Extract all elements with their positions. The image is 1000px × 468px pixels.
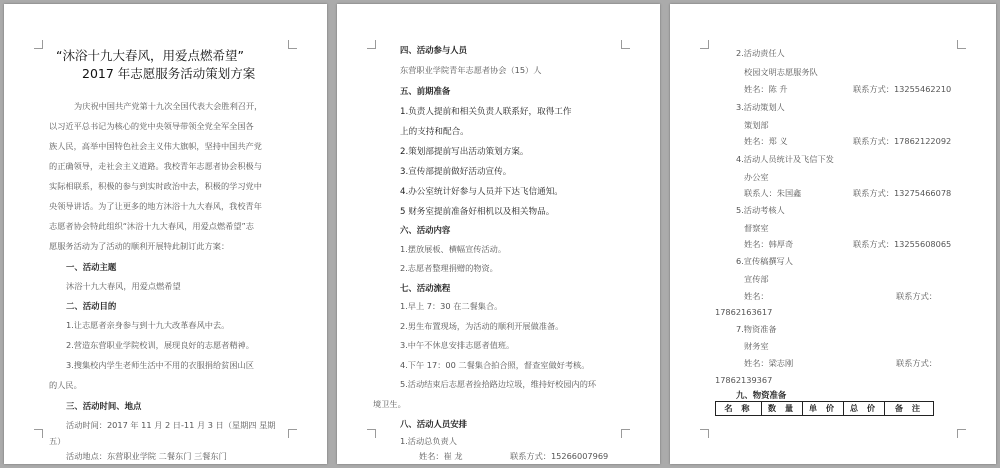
person-name: 姓名：陈 升 [744,84,788,94]
person-name: 姓名：梁志刚 [744,358,794,368]
time-line: 五） [49,436,66,446]
list-item: 3.活动策划人 [736,102,785,112]
person-contact: 联系方式：15266007969 [510,451,609,461]
list-item: 的人民。 [49,380,82,390]
person-name: 姓名：韩厚奇 [744,239,794,249]
intro-paragraph-line: 以习近平总书记为核心的党中央领导带领全党全军全国各 [49,121,254,131]
person-contact: 联系方式：17862122092 [853,136,952,146]
person-name: 姓名：崔 龙 [419,451,463,461]
table-header-cell: 备 注 [885,402,934,416]
list-item: 3.中午不休息安排志愿者值班。 [400,340,515,350]
place-line: 活动地点：东营职业学院 二餐东门 三餐东门 [66,451,227,461]
department: 办公室 [744,172,769,182]
intro-paragraph-line: 愿服务活动为了活动的顺利开展特此制订此方案： [49,241,230,251]
phone-number: 17862163617 [715,307,773,317]
section-heading: 三、活动时间、地点 [66,401,142,411]
list-item: 4.下午 17：00 二餐集合拍合照，督查室做好考核。 [400,360,590,370]
table-header-cell: 单 价 [803,402,844,416]
crop-mark [621,429,630,438]
department: 督察室 [744,223,769,233]
department: 宣传部 [744,274,769,284]
section-heading: 六、活动内容 [400,225,451,235]
crop-mark [288,429,297,438]
list-item: 境卫生。 [373,399,406,409]
intro-paragraph-line: 志愿者协会特此组织“沐浴十九大春风，用爱点燃希望”志 [49,221,254,231]
list-item: 3.搜集校内学生老师生活中不用的衣服捐给贫困山区 [66,360,254,370]
time-line: 活动时间：2017 年 11 月 2 日-11 月 3 日（星期四 星期 [66,420,276,430]
crop-mark [367,40,376,49]
crop-mark [700,40,709,49]
department: 策划部 [744,120,769,130]
list-item: 5.活动考核人 [736,205,785,215]
person-contact: 联系方式： [896,358,937,368]
list-item: 3.宣传部提前做好活动宣传。 [400,167,512,177]
list-item: 2.活动责任人 [736,48,785,58]
list-item: 1.早上 7：30 在二餐集合。 [400,301,503,311]
doc-title-line1: “沐浴十九大春风，用爱点燃希望” [56,48,244,63]
list-item: 1.让志愿者亲身参与到十九大改革春风中去。 [66,320,230,330]
phone-number: 17862139367 [715,375,773,385]
table-header-cell: 总 价 [844,402,885,416]
person-name: 姓名：郑 义 [744,136,788,146]
list-item: 1.活动总负责人 [400,436,457,446]
intro-paragraph-line: 族人民，高举中国特色社会主义伟大旗帜，坚持中国共产党 [49,141,262,151]
list-item: 5.活动结束后志愿者捡拾路边垃圾，维持好校园内的环 [400,379,597,389]
crop-mark [700,429,709,438]
intro-paragraph-line: 实际相联系，积极的参与到实时政治中去，积极的学习党中 [49,181,262,191]
list-item: 2.志愿者整理捐赠的物资。 [400,263,498,273]
table-header-cell: 名 称 [716,402,762,416]
table-header-cell: 数 量 [762,402,803,416]
list-item: 5 财务室提前准备好相机以及相关物品。 [400,207,555,217]
section-heading: 五、前期准备 [400,86,451,96]
department: 校园文明志愿服务队 [744,67,818,77]
person-name: 联系人：朱国鑫 [744,188,802,198]
person-contact: 联系方式：13275466078 [853,188,952,198]
person-contact: 联系方式： [896,291,937,301]
crop-mark [367,429,376,438]
person-name: 姓名： [744,291,769,301]
crop-mark [957,429,966,438]
crop-mark [957,40,966,49]
document-page-1 [4,4,327,464]
list-item: 4.活动人员统计及飞信下发 [736,154,834,164]
intro-paragraph-line: 的正确领导，走社会主义道路。我校青年志愿者协会积极与 [49,161,262,171]
list-item: 1.摆放展板、横幅宣传活动。 [400,244,507,254]
crop-mark [621,40,630,49]
list-item: 2.男生布置现场，为活动的顺利开展做准备。 [400,321,564,331]
intro-paragraph-line: 为庆祝中国共产党第十九次全国代表大会胜利召开， [74,101,263,111]
section-heading: 九、物资准备 [736,390,787,400]
person-contact: 联系方式：13255462210 [853,84,952,94]
crop-mark [34,40,43,49]
section-text: 沐浴十九大春风，用爱点燃希望 [66,281,181,291]
list-item: 1.负责人提前和相关负责人联系好，取得工作 [400,107,572,117]
section-heading: 八、活动人员安排 [400,419,467,429]
materials-table [715,401,934,416]
department: 财务室 [744,341,769,351]
intro-paragraph-line: 央领导讲话。为了让更多的地方沐浴十九大春风，我校青年 [49,201,262,211]
crop-mark [34,429,43,438]
list-item: 7.物资准备 [736,324,777,334]
section-heading: 四、活动参与人员 [400,45,467,55]
list-item: 6.宣传稿撰写人 [736,256,793,266]
section-heading: 一、活动主题 [66,262,117,272]
doc-title-line2: 2017 年志愿服务活动策划方案 [82,66,256,81]
person-contact: 联系方式：13255608065 [853,239,952,249]
list-item: 2.营造东营职业学院校训，展现良好的志愿者精神。 [66,340,254,350]
list-item: 2.策划部提前写出活动策划方案。 [400,147,529,157]
document-page-2 [337,4,660,464]
section-heading: 七、活动流程 [400,283,451,293]
document-page-3 [670,4,996,464]
list-item: 4.办公室统计好参与人员并下达飞信通知。 [400,187,563,197]
crop-mark [288,40,297,49]
list-item: 上的支持和配合。 [400,127,469,137]
section-text: 东营职业学院青年志愿者协会（15）人 [400,65,542,75]
section-heading: 二、活动目的 [66,301,117,311]
table-header-row [716,402,934,416]
